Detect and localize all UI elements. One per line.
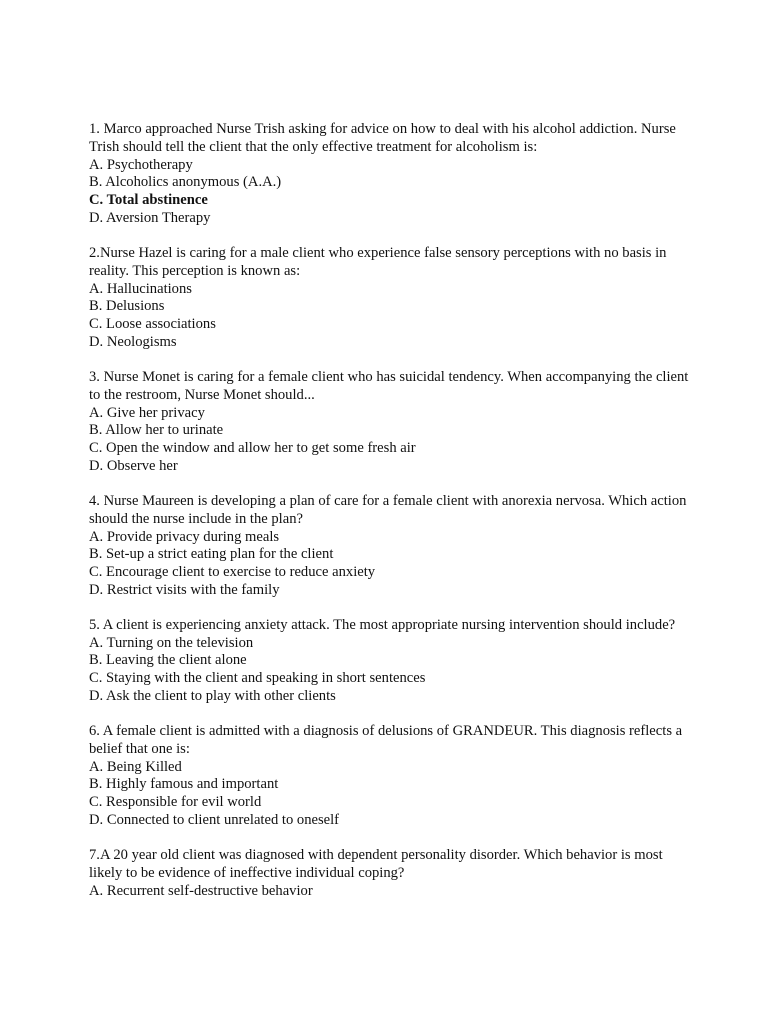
option-b: B. Delusions bbox=[89, 298, 165, 315]
option-c: C. Open the window and allow her to get some fresh air bbox=[89, 440, 416, 457]
option-b: B. Leaving the client alone bbox=[89, 652, 247, 669]
question-text: 5. A client is experiencing anxiety attack. The most appropriate nursing intervention should include? bbox=[89, 616, 676, 633]
option-d: D. Aversion Therapy bbox=[89, 209, 211, 226]
question-7 bbox=[89, 847, 689, 900]
option-a: A. Psychotherapy bbox=[89, 156, 193, 173]
option-a: A. Being Killed bbox=[89, 758, 182, 775]
option-b: B. Highly famous and important bbox=[89, 776, 279, 793]
option-c-answer: C. Total abstinence bbox=[89, 192, 208, 209]
option-b: B. Alcoholics anonymous (A.A.) bbox=[89, 174, 282, 191]
option-a: A. Provide privacy during meals bbox=[89, 528, 280, 545]
question-text: 7.A 20 year old client was diagnosed with dependent personality disorder. Which behavior is most likely to be evidence of ineffective individual coping? bbox=[89, 847, 663, 881]
option-d: D. Observe her bbox=[89, 457, 178, 474]
option-c: C. Responsible for evil world bbox=[89, 794, 262, 811]
question-2 bbox=[89, 245, 689, 352]
question-text: 4. Nurse Maureen is developing a plan of care for a female client with anorexia nervosa. Which action should the nurse include in the plan? bbox=[89, 492, 687, 527]
option-c: C. Loose associations bbox=[89, 316, 216, 333]
question-text: 3. Nurse Monet is caring for a female client who has suicidal tendency. When accompanying the client to the restroom, Nurse Monet should... bbox=[89, 368, 689, 403]
option-c: C. Staying with the client and speaking in short sentences bbox=[89, 670, 426, 687]
question-1 bbox=[89, 121, 689, 228]
option-b: B. Set-up a strict eating plan for the client bbox=[89, 546, 334, 563]
option-d: D. Neologisms bbox=[89, 333, 177, 350]
document-page bbox=[89, 121, 689, 918]
question-4 bbox=[89, 493, 689, 600]
option-a: A. Turning on the television bbox=[89, 634, 254, 651]
question-6 bbox=[89, 723, 689, 830]
question-3 bbox=[89, 369, 689, 476]
option-a: A. Give her privacy bbox=[89, 404, 205, 421]
option-a: A. Recurrent self-destructive behavior bbox=[89, 882, 313, 899]
option-c: C. Encourage client to exercise to reduce anxiety bbox=[89, 564, 376, 581]
question-text: 2.Nurse Hazel is caring for a male client who experience false sensory perceptions with no basis in reality. This perception is known as: bbox=[89, 244, 667, 279]
question-5 bbox=[89, 617, 689, 706]
option-b: B. Allow her to urinate bbox=[89, 422, 224, 439]
option-d: D. Connected to client unrelated to oneself bbox=[89, 812, 340, 829]
option-d: D. Restrict visits with the family bbox=[89, 581, 280, 598]
question-text: 6. A female client is admitted with a diagnosis of delusions of GRANDEUR. This diagnosis reflects a belief that one is: bbox=[89, 723, 683, 757]
option-d: D. Ask the client to play with other clients bbox=[89, 688, 336, 705]
question-text: 1. Marco approached Nurse Trish asking for advice on how to deal with his alcohol addiction. Nurse Trish should tell the client that the only effective treatment for alcoholism is: bbox=[89, 121, 676, 155]
option-a: A. Hallucinations bbox=[89, 280, 192, 297]
